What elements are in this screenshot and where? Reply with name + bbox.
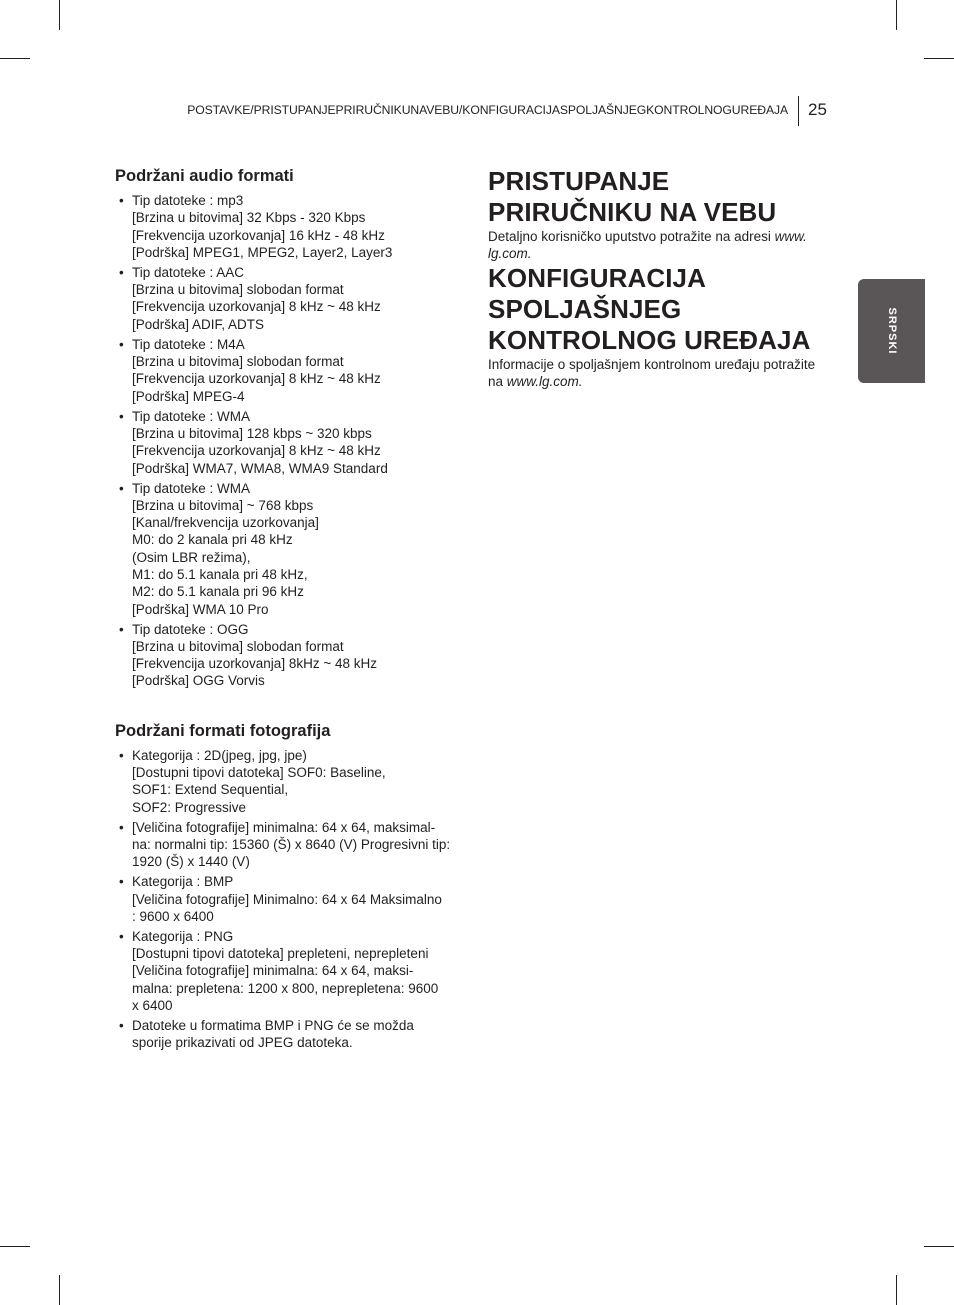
external-control-text-line: na [488,373,507,389]
list-item [115,928,460,1014]
list-item [115,408,460,477]
list-item-line: [Podrška] WMA 10 Pro [132,601,269,617]
list-item-line: M2: do 5.1 kanala pri 96 kHz [132,584,304,600]
language-tab [858,279,925,383]
list-item-line: [Frekvencija uzorkovanja] 8kHz ~ 48 kHz [132,656,377,672]
language-tab-label: SRPSKI [885,307,898,355]
photo-formats-list [115,747,460,1052]
page-number: 25 [808,100,827,119]
heading-line: KONFIGURACIJA [488,262,706,293]
list-item-line: • Tip datoteke : WMA [132,480,251,496]
list-item-line: [Frekvencija uzorkovanja] 8 kHz ~ 48 kHz [132,443,381,459]
web-manual-link[interactable]: www. [774,229,807,244]
list-item-line: : 9600 x 6400 [132,908,214,924]
audio-formats-title: Podržani audio formati [115,167,294,185]
list-item-line: [Veličina fotografije] minimalna: 64 x 64, maksi- [132,963,414,979]
crop-mark [924,58,954,59]
list-item-line: • [Veličina fotografije] minimalna: 64 x 64, maksimal- [132,819,436,835]
running-header: POSTAVKE/PRISTUPANJEPRIRUČNIKUNAVEBU/KONFIGURACIJASPOLJAŠNJEGKONTROLNOGUREĐAJA [187,103,788,117]
heading-line: SPOLJAŠNJEG [488,293,682,324]
photo-formats-section [115,722,460,1052]
list-item-line: [Brzina u bitovima] 128 kbps ~ 320 kbps [132,425,372,441]
list-item-line: SOF1: Extend Sequential, [132,782,289,798]
crop-mark [896,0,897,30]
list-item-line: [Frekvencija uzorkovanja] 8 kHz ~ 48 kHz [132,371,381,387]
list-item [115,621,460,690]
web-manual-text [488,228,833,263]
audio-formats-section [115,167,460,690]
external-control-link[interactable]: www.lg.com. [506,373,583,389]
web-manual-heading [488,166,833,228]
web-manual-link-cont[interactable]: lg.com. [488,246,532,262]
list-item-line: [Brzina u bitovima] slobodan format [132,282,344,298]
list-item-line: [Podrška] WMA7, WMA8, WMA9 Standard [132,460,388,476]
list-item-line: [Podrška] MPEG1, MPEG2, Layer2, Layer3 [132,244,393,260]
crop-mark [59,1275,60,1305]
list-item-line: SOF2: Progressive [132,799,247,815]
list-item-line: [Brzina u bitovima] ~ 768 kbps [132,497,314,513]
crop-mark [59,0,60,30]
list-item-line: [Brzina u bitovima] 32 Kbps - 320 Kbps [132,210,366,226]
heading-line: PRISTUPANJE [488,166,670,196]
list-item-line: [Kanal/frekvencija uzorkovanja] [132,515,319,531]
list-item [115,747,460,816]
list-item-line: (Osim LBR režima), [132,549,251,565]
list-item [115,1017,460,1052]
list-item-line: • Tip datoteke : WMA [132,408,251,424]
list-item-line: [Dostupni tipovi datoteka] SOF0: Baseline, [132,765,386,781]
heading-line: KONTROLNOG UREĐAJA [488,324,811,355]
list-item-line: [Podrška] OGG Vorvis [132,673,265,689]
list-item-line: • Tip datoteke : mp3 [132,193,244,208]
list-item-line: • Kategorija : 2D(jpeg, jpg, jpe) [132,747,307,763]
list-item-line: na: normalni tip: 15360 (Š) x 8640 (V) Progresivni tip: [132,836,451,852]
list-item-line: [Dostupni tipovi datoteka] prepleteni, neprepleteni [132,946,429,962]
list-item-line: • Kategorija : BMP [132,874,234,890]
list-item-line: 1920 (Š) x 1440 (V) [132,854,250,870]
list-item-line: [Podrška] ADIF, ADTS [132,316,265,332]
list-item-line: • Datoteke u formatima BMP i PNG će se možda [132,1017,414,1033]
crop-mark [896,1275,897,1305]
list-item-line: • Tip datoteke : M4A [132,336,245,352]
external-control-text-line: Informacije o spoljašnjem kontrolnom uređaju potražite [488,356,816,372]
list-item [115,819,460,871]
list-item-line: [Podrška] MPEG-4 [132,388,245,404]
list-item [115,264,460,333]
audio-formats-list [115,192,460,690]
list-item-line: M0: do 2 kanala pri 48 kHz [132,532,293,548]
list-item [115,480,460,618]
list-item-line: sporije prikazivati od JPEG datoteka. [132,1035,353,1051]
external-control-text [488,356,833,391]
list-item-line: M1: do 5.1 kanala pri 48 kHz, [132,566,308,582]
heading-line: PRIRUČNIKU NA VEBU [488,197,777,227]
crop-mark [0,1246,30,1247]
list-item-line: • Tip datoteke : OGG [132,621,249,637]
crop-mark [924,1246,954,1247]
left-column [115,167,460,1054]
list-item [115,873,460,925]
header-divider [798,96,799,126]
list-item-line: [Frekvencija uzorkovanja] 16 kHz - 48 kHz [132,227,385,243]
external-control-heading [488,263,833,356]
right-column [488,166,833,390]
list-item-line: x 6400 [132,997,173,1013]
web-manual-text-body: Detaljno korisničko uputstvo potražite na adresi [488,229,775,244]
list-item-line: [Frekvencija uzorkovanja] 8 kHz ~ 48 kHz [132,299,381,315]
list-item-line: malna: prepletena: 1200 x 800, neprepletena: 9600 [132,980,439,996]
list-item-line: [Veličina fotografije] Minimalno: 64 x 64 Maksimalno [132,891,442,907]
list-item [115,192,460,261]
list-item-line: • Kategorija : PNG [132,928,234,944]
list-item-line: • Tip datoteke : AAC [132,264,245,280]
list-item-line: [Brzina u bitovima] slobodan format [132,354,344,370]
list-item-line: [Brzina u bitovima] slobodan format [132,638,344,654]
photo-formats-title: Podržani formati fotografija [115,721,331,740]
crop-mark [0,58,30,59]
list-item [115,336,460,405]
